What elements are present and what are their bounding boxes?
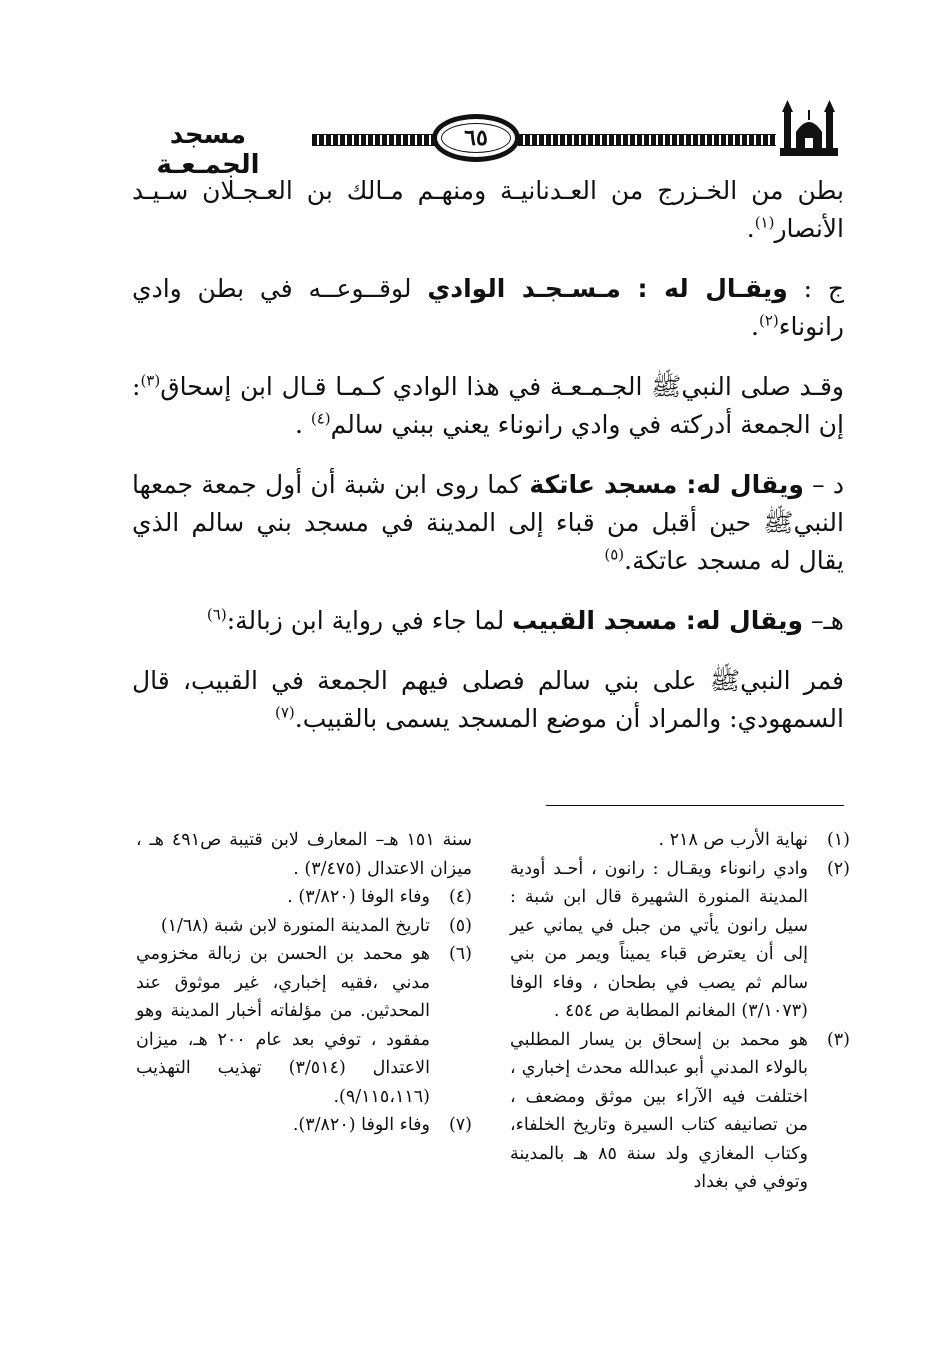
footnote-3 bbox=[510, 1026, 850, 1197]
mosque-icon bbox=[778, 98, 840, 158]
footnote-6 bbox=[136, 940, 472, 1111]
page-number-oval bbox=[432, 114, 520, 162]
footnote-7 bbox=[136, 1111, 472, 1140]
heading-wadi-mosque: ويقـال له : مـسـجـد الوادي bbox=[427, 274, 788, 303]
footnotes-right-column bbox=[510, 826, 850, 1197]
footnote-ref-7: (٧) bbox=[275, 703, 295, 722]
running-title: مسجد الجمـعـة bbox=[156, 120, 260, 180]
footnotes-left-column bbox=[136, 826, 472, 1140]
footnote-text: وفاء الوفا (٣/٨٢٠). bbox=[292, 1115, 430, 1135]
page-number: ٦٥ bbox=[464, 125, 488, 151]
footnote-3-continuation: سنة ١٥١ هـ– المعارف لابن قتيبة ص٤٩١ هـ ، ميزان الاعتدال (٣/٤٧٥) . bbox=[136, 830, 472, 879]
footnote-number: (٤) bbox=[448, 887, 472, 907]
footnote-number: (١) bbox=[826, 830, 850, 850]
heading-atika-mosque: ويقال له: مسجد عاتكة bbox=[529, 470, 804, 499]
footnote-ref-4: (٤) bbox=[310, 409, 331, 428]
footnote-number: (٧) bbox=[448, 1115, 472, 1135]
footnote-text: هو محمد بن الحسن بن زبالة مخزومي مدني ،فقيه إخباري، غير موثوق عند المحدثين. من مؤلفاته أخبار المدينة وهو مفقود ، توفي بعد عام ٢٠٠ هـ، ميزان الاعتدال (٣/٥١٤) تهذيب التهذيب (٩/١١٥،١١٦). bbox=[136, 944, 431, 1107]
footnote-separator bbox=[546, 805, 844, 806]
main-text bbox=[132, 172, 844, 738]
paragraph-4: د – ويقال له: مسجد عاتكة كما روى ابن شبة أن أول جمعة جمعها النبيﷺ حين أقبل من قباء إلى المدينة في مسجد بني سالم الذي يقال له مسجد عاتكة.$^{(٥)}$ bbox=[132, 470, 844, 575]
footnote-number: (٢) bbox=[826, 858, 850, 879]
footnote-ref-5: (٥) bbox=[604, 545, 625, 564]
salawat-glyph: ﷺ bbox=[651, 372, 682, 401]
footnote-ref-6: (٦) bbox=[206, 605, 227, 624]
footnote-4 bbox=[136, 883, 472, 912]
footnote-ref-1: (١) bbox=[754, 213, 775, 232]
footnote-text: وادي رانوناء ويقـال : رانون ، أحـد أودية المدينة المنورة الشهيرة قال ابن شبة : سيل رانون يأتي من جبل في يماني عير إلى أن يعترض قباء يميناً ويمر من بني سالم ثم يصب في بطحان ، وفاء الوفا (٣/١٠٧٣) المغانم المطابة ص ٤٥٤ . bbox=[510, 858, 808, 1021]
footnote-number: (٣) bbox=[826, 1029, 850, 1050]
chain-ornament-left bbox=[312, 134, 436, 146]
paragraph-1: بطن من الخـزرج من العـدنانيـة ومنهـم مـالك بن العـجـلان سـيـد الأنصار$^{(١)}$. bbox=[132, 176, 844, 243]
footnote-text: وفاء الوفا (٣/٨٢٠) . bbox=[287, 887, 430, 907]
footnote-number: (٥) bbox=[448, 915, 472, 936]
paragraph-2: ج : ويقـال له : مـسـجـد الوادي لوقــوعــه في بطن وادي رانوناء$^{(٢)}$. bbox=[132, 274, 844, 341]
salawat-glyph: ﷺ bbox=[709, 666, 741, 695]
footnote-ref-3: (٣) bbox=[140, 371, 161, 390]
footnote-ref-2: (٢) bbox=[758, 311, 779, 330]
chain-ornament-right bbox=[518, 134, 776, 146]
paragraph-3: وقـد صلى النبيﷺ الجـمـعـة في هذا الوادي كـمـا قـال ابن إسحاق$^{(٣)}$: إن الجمعة أدركته في وادي رانوناء يعني ببني سالم$^{(٤)}$ . bbox=[132, 371, 844, 439]
heading-qubaib-mosque: ويقال له: مسجد القبيب bbox=[512, 606, 804, 635]
footnote-1 bbox=[510, 826, 850, 855]
paragraph-6: فمر النبيﷺ على بني سالم فصلى فيهم الجمعة في القبيب، قال السمهودي: والمراد أن موضع المسجد يسمى بالقبيب.$^{(٧)}$ bbox=[132, 666, 844, 733]
page-header bbox=[0, 90, 926, 180]
footnote-5 bbox=[136, 912, 472, 941]
paragraph-5: هـ– ويقال له: مسجد القبيب لما جاء في رواية ابن زبالة:$^{(٦)}$ bbox=[206, 605, 844, 635]
footnote-number: (٦) bbox=[448, 944, 472, 964]
footnote-text: نهاية الأرب ص ٢١٨ . bbox=[658, 830, 808, 850]
footnote-text: هو محمد بن إسحاق بن يسار المطلبي بالولاء المدني أبو عبدالله محدث إخباري ، اختلفت فيه الآراء بين موثق ومضعف ، من تصانيفه كتاب السيرة وتاريخ الخلفاء، وكتاب المغازي ولد سنة ٨٥ هـ بالمدينة وتوفي في بغداد bbox=[510, 1029, 808, 1192]
footnote-text: تاريخ المدينة المنورة لابن شبة (١/٦٨) bbox=[160, 915, 430, 936]
footnote-2 bbox=[510, 855, 850, 1026]
salawat-glyph: ﷺ bbox=[763, 508, 794, 537]
